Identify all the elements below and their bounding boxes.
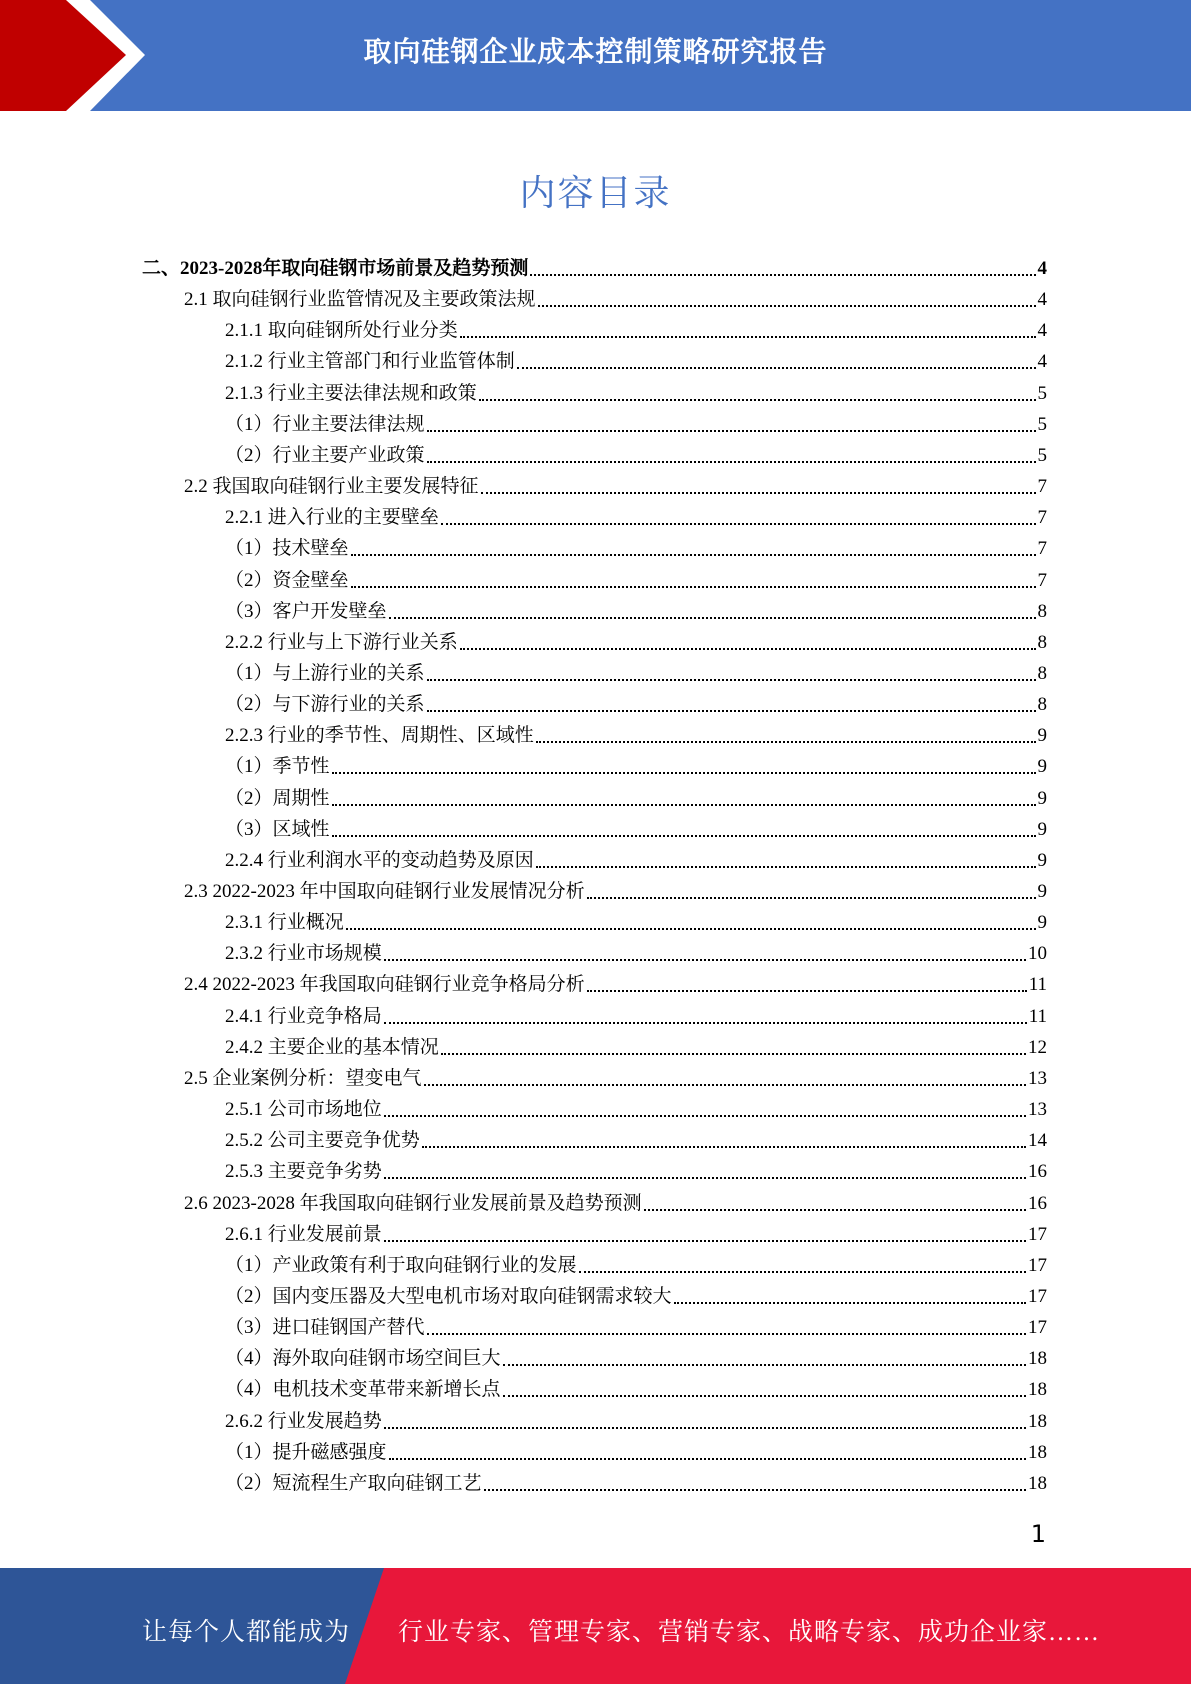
toc-entry-page: 5	[1037, 382, 1047, 404]
footer-slogan-left: 让每个人都能成为	[142, 1619, 351, 1646]
toc-entry[interactable]	[225, 502, 1047, 533]
toc-entry[interactable]	[225, 1094, 1047, 1125]
toc-entry[interactable]	[184, 1188, 1047, 1219]
toc-entry-text: （2）行业主要产业政策	[225, 444, 425, 466]
toc-entry[interactable]	[225, 1312, 1047, 1343]
toc-leader-dots	[579, 1271, 1026, 1273]
toc-entry-text: （2）周期性	[225, 787, 330, 809]
toc-entry-text: （3）区域性	[225, 818, 330, 840]
toc-leader-dots	[384, 1177, 1026, 1179]
toc-entry-text: （4）电机技术变革带来新增长点	[225, 1379, 501, 1401]
toc-entry-text: 2.5.2 公司主要竞争优势	[225, 1130, 420, 1152]
toc-entry[interactable]	[225, 1406, 1047, 1437]
toc-leader-dots	[384, 1022, 1027, 1024]
toc-entry-page: 17	[1028, 1223, 1047, 1245]
toc-entry[interactable]	[225, 565, 1047, 596]
toc-entry-text: 2.5 企业案例分析：望变电气	[184, 1067, 422, 1089]
toc-entry-text: （4）海外取向硅钢市场空间巨大	[225, 1348, 501, 1370]
toc-entry[interactable]	[184, 471, 1047, 502]
toc-leader-dots	[332, 772, 1036, 774]
toc-entry-page: 4	[1037, 351, 1047, 373]
toc-leader-dots	[384, 1240, 1026, 1242]
toc-entry-text: 二、2023-2028年取向硅钢市场前景及趋势预测	[142, 258, 529, 279]
toc-entry[interactable]	[184, 876, 1047, 907]
toc-entry-text: （1）技术壁垒	[225, 538, 349, 560]
toc-entry[interactable]	[225, 1437, 1047, 1468]
toc-leader-dots	[536, 866, 1036, 868]
header-banner	[0, 0, 1191, 111]
toc-leader-dots	[332, 835, 1036, 837]
toc-entry[interactable]	[225, 720, 1047, 751]
toc-entry[interactable]	[184, 969, 1047, 1000]
toc-entry-page: 4	[1037, 289, 1047, 311]
toc-leader-dots	[503, 1364, 1026, 1366]
toc-leader-dots	[427, 679, 1036, 681]
toc-entry-page: 8	[1037, 662, 1047, 684]
toc-entry-page: 13	[1028, 1099, 1047, 1121]
toc-entry-page: 18	[1028, 1348, 1047, 1370]
toc-entry-text: 2.1 取向硅钢行业监管情况及主要政策法规	[184, 289, 536, 311]
toc-entry-text: 2.2 我国取向硅钢行业主要发展特征	[184, 476, 479, 498]
toc-entry-page: 7	[1037, 569, 1047, 591]
toc-leader-dots	[389, 1458, 1026, 1460]
toc-entry-text: （1）行业主要法律法规	[225, 413, 425, 435]
toc-entry-text: 2.3.1 行业概况	[225, 912, 344, 934]
footer-banner	[0, 1568, 1191, 1684]
toc-entry-page: 17	[1028, 1317, 1047, 1339]
toc-entry[interactable]	[184, 284, 1047, 315]
toc-entry-text: （2）短流程生产取向硅钢工艺	[225, 1472, 482, 1494]
toc-entry-page: 9	[1037, 912, 1047, 934]
toc-leader-dots	[332, 804, 1036, 806]
toc-entry[interactable]	[184, 1063, 1047, 1094]
toc-entry[interactable]	[225, 845, 1047, 876]
toc-leader-dots	[479, 399, 1036, 401]
toc-entry[interactable]	[225, 751, 1047, 782]
toc-leader-dots	[351, 554, 1036, 556]
toc-entry-page: 4	[1037, 320, 1047, 342]
toc-entry-page: 7	[1037, 507, 1047, 529]
toc-entry-text: 2.2.4 行业利润水平的变动趋势及原因	[225, 849, 534, 871]
toc-leader-dots	[587, 990, 1027, 992]
footer-slogan-right: 行业专家、管理专家、营销专家、战略专家、成功企业家……	[398, 1619, 1101, 1646]
toc-entry-text: （3）进口硅钢国产替代	[225, 1317, 425, 1339]
toc-entry[interactable]	[225, 1219, 1047, 1250]
toc-entry-text: （3）客户开发壁垒	[225, 600, 387, 622]
toc-entry-page: 9	[1037, 881, 1047, 902]
toc-entry-text: 2.4 2022-2023 年我国取向硅钢行业竞争格局分析	[184, 974, 585, 996]
toc-entry[interactable]	[225, 689, 1047, 720]
toc-entry-page: 7	[1037, 538, 1047, 560]
toc-entry-text: 2.6 2023-2028 年我国取向硅钢行业发展前景及趋势预测	[184, 1192, 642, 1214]
toc-entry-page: 4	[1037, 258, 1047, 279]
toc-leader-dots	[384, 1427, 1026, 1429]
toc-leader-dots	[460, 336, 1036, 338]
toc-entry-page: 17	[1028, 1254, 1047, 1276]
toc-leader-dots	[384, 959, 1026, 961]
toc-leader-dots	[517, 367, 1036, 369]
toc-leader-dots	[441, 1053, 1026, 1055]
toc-entry-text: 2.6.2 行业发展趋势	[225, 1410, 382, 1432]
toc-heading: 内容目录	[519, 173, 672, 214]
toc-leader-dots	[422, 1146, 1026, 1148]
toc-entry[interactable]	[225, 378, 1047, 409]
toc-entry-text: 2.6.1 行业发展前景	[225, 1223, 382, 1245]
toc-entry-text: （1）提升磁感强度	[225, 1441, 387, 1463]
toc-entry-text: （2）与下游行业的关系	[225, 694, 425, 716]
toc-entry-page: 9	[1037, 849, 1047, 871]
toc-entry[interactable]	[225, 907, 1047, 938]
toc-entry-text: （1）与上游行业的关系	[225, 662, 425, 684]
toc-entry-text: （2）国内变压器及大型电机市场对取向硅钢需求较大	[225, 1285, 672, 1307]
toc-leader-dots	[538, 305, 1036, 307]
toc-entry-text: 2.5.1 公司市场地位	[225, 1099, 382, 1121]
toc-entry[interactable]	[225, 1468, 1047, 1499]
toc-leader-dots	[484, 1489, 1026, 1491]
toc-leader-dots	[460, 648, 1036, 650]
toc-entry-text: 2.4.1 行业竞争格局	[225, 1005, 382, 1027]
toc-entry[interactable]	[225, 1156, 1047, 1187]
toc-entry-text: 2.2.1 进入行业的主要壁垒	[225, 507, 439, 529]
toc-entry-page: 9	[1037, 787, 1047, 809]
toc-entry-page: 9	[1037, 756, 1047, 778]
toc-entry-page: 18	[1028, 1379, 1047, 1401]
toc-entry-page: 13	[1028, 1067, 1047, 1089]
toc-entry-text: 2.1.2 行业主管部门和行业监管体制	[225, 351, 515, 373]
toc-leader-dots	[427, 710, 1036, 712]
toc-entry-page: 7	[1037, 476, 1047, 498]
toc-entry[interactable]	[225, 1032, 1047, 1063]
toc-entry[interactable]	[225, 1250, 1047, 1281]
toc-entry-text: （1）产业政策有利于取向硅钢行业的发展	[225, 1254, 577, 1276]
toc-entry[interactable]	[225, 627, 1047, 658]
toc-entry-page: 17	[1028, 1285, 1047, 1307]
toc-entry[interactable]	[225, 1125, 1047, 1156]
toc-leader-dots	[351, 586, 1036, 588]
toc-entry-page: 11	[1028, 974, 1047, 996]
toc-leader-dots	[424, 1084, 1026, 1086]
toc-entry[interactable]	[225, 440, 1047, 471]
toc-entry-text: 2.4.2 主要企业的基本情况	[225, 1036, 439, 1058]
toc-entry-page: 9	[1037, 725, 1047, 747]
toc-leader-dots	[481, 492, 1036, 494]
toc-entry-text: 2.5.3 主要竞争劣势	[225, 1161, 382, 1183]
toc-entry-page: 8	[1037, 631, 1047, 653]
toc-entry-text: 2.1.1 取向硅钢所处行业分类	[225, 320, 458, 342]
toc-entry-page: 18	[1028, 1441, 1047, 1463]
toc-leader-dots	[536, 741, 1036, 743]
toc-entry-page: 5	[1037, 413, 1047, 435]
toc-leader-dots	[346, 928, 1036, 930]
toc-leader-dots	[530, 274, 1035, 276]
toc-entry-text: 2.3.2 行业市场规模	[225, 943, 382, 965]
toc-entry-page: 8	[1037, 600, 1047, 622]
toc-entry-page: 14	[1028, 1130, 1047, 1152]
toc-entry[interactable]	[225, 814, 1047, 845]
toc-entry[interactable]	[225, 1001, 1047, 1032]
toc-entry-page: 12	[1028, 1036, 1047, 1058]
toc-leader-dots	[427, 430, 1036, 432]
toc-leader-dots	[389, 617, 1036, 619]
toc-leader-dots	[427, 1333, 1026, 1335]
toc-entry[interactable]	[225, 783, 1047, 814]
toc-entry-text: 2.1.3 行业主要法律法规和政策	[225, 382, 477, 404]
toc-entry[interactable]	[142, 253, 1047, 284]
page-number: 1	[1030, 1520, 1046, 1548]
toc-entry[interactable]	[225, 658, 1047, 689]
toc-entry[interactable]	[225, 315, 1047, 346]
toc-entry[interactable]	[225, 938, 1047, 969]
toc-leader-dots	[427, 461, 1036, 463]
toc-entry[interactable]	[225, 409, 1047, 440]
toc-entry-page: 11	[1028, 1005, 1047, 1027]
toc-entry[interactable]	[225, 1343, 1047, 1374]
toc-entry-page: 5	[1037, 444, 1047, 466]
toc-entry[interactable]	[225, 1281, 1047, 1312]
toc-entry-text: 2.2.3 行业的季节性、周期性、区域性	[225, 725, 534, 747]
toc-entry[interactable]	[225, 346, 1047, 377]
toc-entry[interactable]	[225, 596, 1047, 627]
toc-leader-dots	[384, 1115, 1026, 1117]
toc-entry-page: 18	[1028, 1472, 1047, 1494]
toc-entry-text: （1）季节性	[225, 756, 330, 778]
toc-entry-text: （2）资金壁垒	[225, 569, 349, 591]
report-title: 取向硅钢企业成本控制策略研究报告	[363, 35, 828, 68]
toc-entry-page: 8	[1037, 694, 1047, 716]
toc-leader-dots	[503, 1395, 1026, 1397]
toc-entry-page: 9	[1037, 818, 1047, 840]
toc-leader-dots	[587, 897, 1036, 899]
toc-entry-page: 16	[1028, 1161, 1047, 1183]
toc-entry-page: 10	[1028, 943, 1047, 965]
toc-leader-dots	[644, 1209, 1026, 1211]
toc-entry-page: 16	[1028, 1192, 1047, 1214]
toc-entry-text: 2.2.2 行业与上下游行业关系	[225, 631, 458, 653]
toc-entry-text: 2.3 2022-2023 年中国取向硅钢行业发展情况分析	[184, 881, 585, 902]
toc-leader-dots	[674, 1302, 1026, 1304]
toc-entry[interactable]	[225, 533, 1047, 564]
toc-entry[interactable]	[225, 1374, 1047, 1405]
toc-leader-dots	[441, 523, 1036, 525]
toc-entry-page: 18	[1028, 1410, 1047, 1432]
